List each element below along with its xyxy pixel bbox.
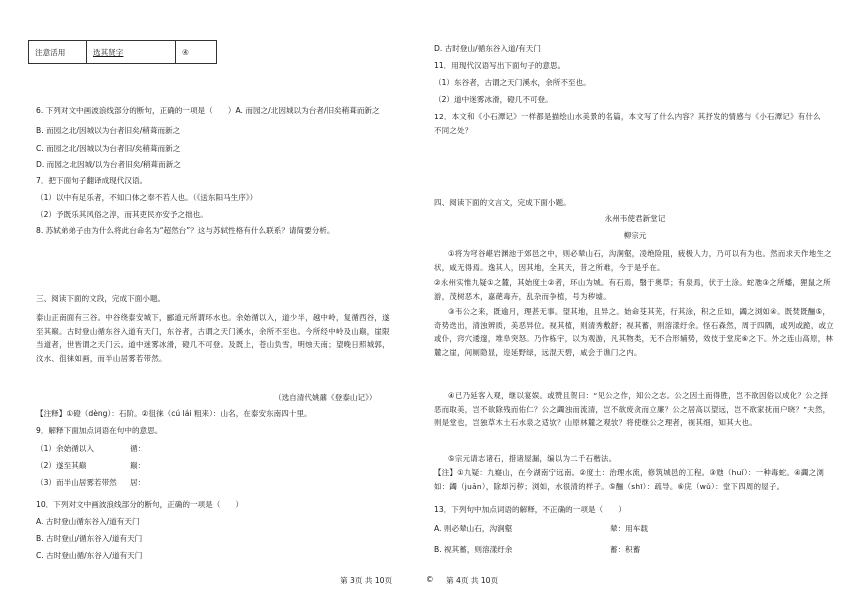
- question-11-2: （2）道中迷雾冰滑，磴几不可登。: [434, 95, 553, 104]
- vocab-table: [28, 40, 217, 64]
- option-b-gloss: 蓄：积蓄: [610, 545, 641, 554]
- question-9-3: （3）而半山居雾若带然: [36, 478, 117, 487]
- essay-paragraph-3: ③韦公之来，既逾月，理甚无事。望其地，且异之。始命芟其芜，行其涂，积之丘如，蠲之浏如④。既焚既酾⑤，奇势迭出，清浊辨质，美恶异位。视其植，则清秀敷舒；视其蓄，则溶漾纡余。怪石森然，周于四隅，或列或跪，或立或仆，窍穴逶邃，堆阜突怒。乃作栋宇，以为观游，凡其物类，无不合形辅势，效伎于堂庑⑥之下。外之连山高原，林麓之崖，间厕隐显，迩延野绿，远混天碧，咸会于谯门之内。: [434, 307, 834, 357]
- page-footer: 第 3页 共 10页: [340, 576, 393, 585]
- option-a: A. 则必辇山石，沟涧壑: [434, 524, 513, 533]
- table-cell: ④: [176, 41, 217, 64]
- essay-paragraph-5: ⑤宗元请志诸石，措诸屋漏，编以为二千石楷法。: [448, 454, 617, 463]
- answer-blank[interactable]: 居：: [130, 478, 146, 487]
- question-11: 11．用现代汉语写出下面句子的意思。: [434, 61, 566, 70]
- essay-paragraph-2: ②永州实惟九疑①之麓，其始度土②者，环山为城。有石焉，翳于奥草；有泉焉，伏于土涂。蛇虺③之所蟠，狸鼠之所游，茂树恶木，嘉葩毒卉，乱杂而争植，号为秽墟。: [434, 278, 831, 301]
- question-7-1: （1）以中有足乐者，不知口体之奉不若人也。（《送东阳马生序》）: [36, 193, 258, 202]
- option-b: B. 视其蓄，则溶漾纡余: [434, 545, 513, 554]
- table-cell: 选其贤字: [87, 41, 176, 64]
- option-d: D. 而园之北因城/以为台者旧矣/稍葺而新之: [36, 160, 181, 169]
- right-page: [430, 0, 860, 608]
- center-mark: ©: [426, 575, 434, 584]
- question-11-1: （1）东谷者，古谓之天门溪水，余所不至也。: [434, 78, 591, 87]
- question-7: 7．把下面句子翻译成现代汉语。: [36, 176, 148, 185]
- table-cell: 注意活用: [29, 41, 87, 64]
- question-9: 9．解释下面加点词语在句中的意思。: [36, 426, 163, 435]
- essay-paragraph-1: ①将为穹谷嵁岩渊池于郊邑之中，则必辇山石，沟涧壑，凌绝险阻，疲极人力，乃可以有为也。然而求天作地生之状，咸无得焉。逸其人，因其地，全其天，昔之所难，今于是乎在。: [434, 249, 832, 272]
- section-3-heading: 三、阅读下面的文段，完成下面小题。: [36, 294, 166, 303]
- question-6: 6. 下列对文中画波浪线部分的断句，正确的一项是（ ）A. 而园之/北因城以为台者/旧矣稍葺而新之: [36, 106, 380, 115]
- answer-blank[interactable]: 循：: [130, 444, 146, 453]
- question-10: 10．下列对文中画波浪线部分的断句，正确的一项是（ ）: [36, 500, 244, 509]
- option-d: D. 古时登山/循东谷入道/有天门: [434, 44, 541, 53]
- option-c: C. 而园之北/因城以为台者旧/矣稍葺而新之: [36, 144, 181, 153]
- question-9-2: （2）遂至其巅: [36, 461, 87, 470]
- essay-author: 柳宗元: [623, 231, 647, 240]
- option-b: B. 而园之北/因城以为台者旧矣/稍葺而新之: [36, 126, 181, 135]
- option-a-gloss: 辇：用车载: [610, 524, 648, 533]
- passage-source: （选自清代姚鼐《登泰山记》）: [274, 393, 377, 402]
- question-9-1: （1）余始循以入: [36, 444, 94, 453]
- question-7-2: （2）予既乐其风俗之淳，而其吏民亦安予之拙也。: [36, 210, 208, 219]
- question-13: 13．下列句中加点词语的解释，不正确的一项是（ ）: [434, 505, 626, 514]
- option-b: B. 古时登山/循东谷入/道有天门: [36, 534, 143, 543]
- essay-paragraph-4: ④已乃延客入观，继以宴娱。或赞且贺曰：“见公之作，知公之志。公之因土而得胜，岂不欲因俗以成化？公之择恶而取美，岂不欲除残而佑仁？公之蠲浊而流清，岂不欲废贪而立廉？公之居高以望远，岂不欲家抚而户晓？”夫然，则是堂也，岂独草木土石水泉之适欤？山原林麓之观欤？将使继公之理者，视其细，知其大也。: [434, 391, 831, 428]
- option-c: C. 古时登山循/东谷入/道有天门: [36, 551, 143, 560]
- page-footer: 第 4页 共 10页: [446, 576, 499, 585]
- passage: 泰山正南面有三谷。中谷绕泰安城下，郦道元所谓环水也。余始循以入，道少半，越中岭，复循西谷，遂至其巅。古时登山循东谷入道有天门，东谷者，古谓之天门溪水，余所不至也。今所经中岭及山巅，崖限当道者，世皆谓之天门云。道中迷雾冰滑，磴几不可登。及既上，苍山负雪，明烛天南；望晚日照城郭，汶水、徂徕如画，而半山居雾若带然。: [36, 313, 390, 363]
- annotation: 【注释】①磴（dèng）：石阶。②徂徕（cú lái 粗来）：山名，在泰安东南四十里。: [36, 409, 312, 418]
- annotation: 【注】①九疑：九嶷山，在今湖南宁远南。②度土：治理水流，修筑城邑的工程。③虺（huǐ）：一种毒蛇。④蠲之浏如：蠲（juān），除却污秽；浏如，水很清的样子。⑤酾（shī）：疏导。⑥庑（wǔ）：堂下四周的屋子。: [434, 468, 825, 491]
- essay-title: 永州韦使君新堂记: [604, 214, 666, 223]
- section-4-heading: 四、阅读下面的文言文，完成下面小题。: [434, 198, 571, 207]
- question-12: 12．本文和《小石潭记》一样都是描绘山水美景的名篇，本文写了什么内容？其抒发的情感与《小石潭记》有什么不同之处？: [434, 112, 821, 135]
- question-8: 8. 苏轼弟弟子由为什么将此台命名为“超然台”？这与苏轼性格有什么联系？请简要分析。: [36, 226, 335, 235]
- option-a: A. 古时登山循东谷入/道有天门: [36, 517, 140, 526]
- answer-blank[interactable]: 巅：: [130, 461, 146, 470]
